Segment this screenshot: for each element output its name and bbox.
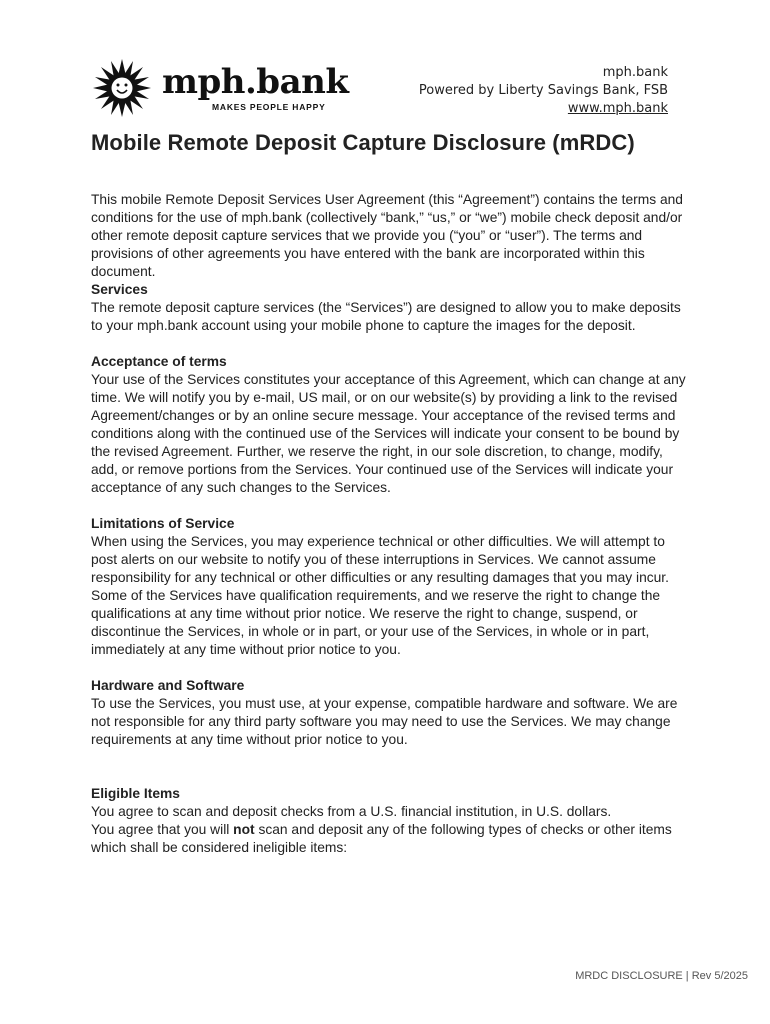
header-bank-name: mph.bank	[602, 65, 668, 80]
section-body: Your use of the Services constitutes your acceptance of this Agreement, which can change at any time. We will notify you by e-mail, US mail, or on our website(s) by providing a link to the revised Agreement/changes or by an online secure message. Your acceptance of the revised terms and conditions along with the continued use of the Services will indicate your consent to be bound by the revised Agreement. Further, we reserve the right, in our sole discretion, to change, modify, add, or remove portions from the Services. Your continued use of the Services will indicate your acceptance of any such changes to the Services.	[91, 372, 686, 495]
sun-smiley-icon	[92, 58, 160, 118]
line2-emphasis: not	[233, 822, 255, 837]
section-services	[91, 281, 691, 335]
logo-wordmark: mph.bank	[162, 62, 349, 102]
section-acceptance	[91, 353, 691, 497]
document-body	[91, 191, 691, 875]
section-eligible-items	[91, 785, 691, 857]
section-heading: Services	[91, 282, 148, 297]
section-body: When using the Services, you may experience technical or other difficulties. We will attempt to post alerts on our website to notify you of these interruptions in Services. We cannot assume responsibility for any technical or other difficulties or any resulting damages that you may incur. Some of the Services have qualification requirements, and we reserve the right to change the qualifications at any time without prior notice. We reserve the right to change, suspend, or discontinue the Services, in whole or in part, or your use of the Services, in whole or in part, immediately at any time without prior notice to you.	[91, 534, 669, 657]
intro-paragraph: This mobile Remote Deposit Services User Agreement (this “Agreement”) contains the terms and conditions for the use of mph.bank (collectively “bank,” “us,” or “we”) mobile check deposit and/or other remote deposit capture services that we provide you (“you” or “user”). The terms and provisions of other agreements you have entered with the bank are incorporated within this document.	[91, 192, 683, 279]
header-powered-by: Powered by Liberty Savings Bank, FSB	[418, 83, 668, 98]
section-body: The remote deposit capture services (the “Services”) are designed to allow you to make deposits to your mph.bank account using your mobile phone to capture the images for the deposit.	[91, 300, 681, 333]
line2-post: scan and deposit any of the following types of checks or other items which shall be considered ineligible items:	[91, 822, 672, 855]
header-contact	[419, 64, 668, 118]
header-website-link[interactable]: www.mph.bank	[567, 101, 668, 116]
section-heading: Limitations of Service	[91, 516, 235, 531]
section-hardware	[91, 677, 691, 749]
section-heading: Hardware and Software	[91, 678, 245, 693]
section-body-line2	[91, 821, 691, 857]
line2-pre: You agree that you will	[91, 822, 234, 837]
section-heading: Eligible Items	[91, 786, 180, 801]
footer-revision: MRDC DISCLOSURE | Rev 5/2025	[575, 970, 748, 982]
section-limitations	[91, 515, 691, 659]
logo	[92, 58, 349, 118]
logo-tagline: MAKES PEOPLE HAPPY	[212, 102, 326, 112]
section-body-line1: You agree to scan and deposit checks from a U.S. financial institution, in U.S. dollars.	[91, 804, 612, 819]
page-title: Mobile Remote Deposit Capture Disclosure (mRDC)	[91, 130, 635, 155]
section-body: To use the Services, you must use, at your expense, compatible hardware and software. We are not responsible for any third party software you may need to use the Services. We may change requirements at any time without prior notice to you.	[91, 696, 678, 747]
section-heading: Acceptance of terms	[91, 354, 227, 369]
